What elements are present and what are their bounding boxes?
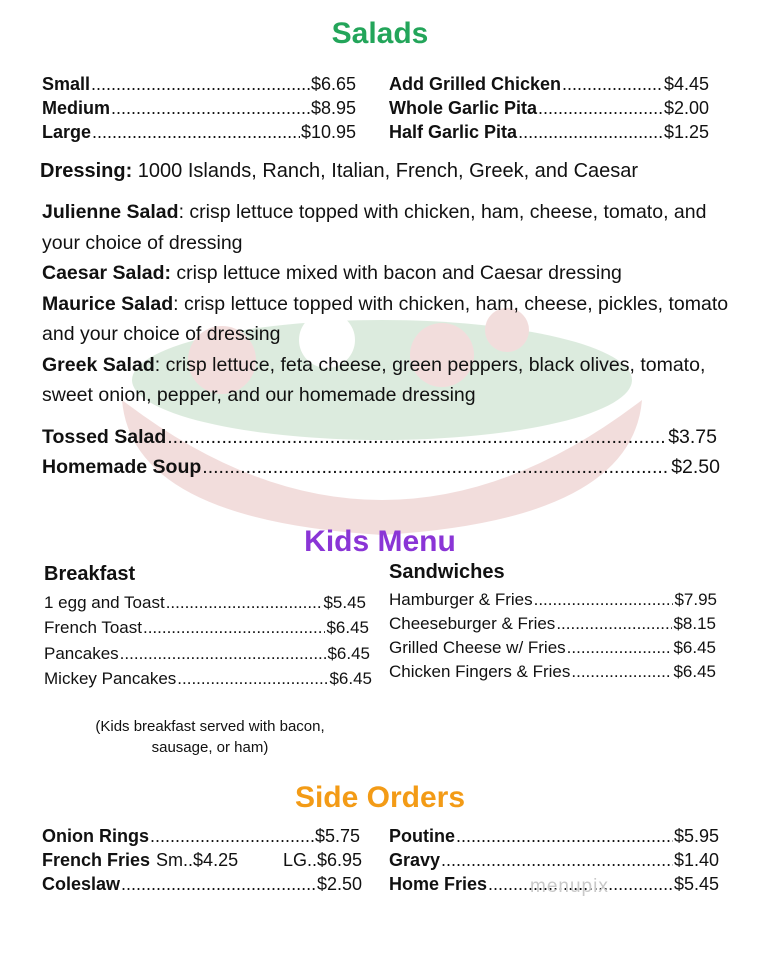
- salad-size-medium: [42, 98, 356, 119]
- salad-description-maurice: [42, 289, 732, 350]
- leader-dots: [166, 593, 323, 613]
- side-item-french-fries: [42, 850, 362, 871]
- item-name: French Toast: [44, 618, 142, 637]
- item-price: $1.40: [673, 850, 719, 870]
- item-name: Grilled Cheese w/ Fries: [389, 638, 566, 657]
- leader-dots: [518, 122, 663, 143]
- dressing-list: 1000 Islands, Ranch, Italian, French, Greek, and Caesar: [132, 160, 639, 182]
- kids-sandwich-item: [389, 614, 716, 634]
- leader-dots: [202, 456, 670, 479]
- salad-text: : crisp lettuce, feta cheese, green peppers, black olives, tomato, sweet onion, pepper, and our homemade dressing: [42, 353, 706, 406]
- salad-description-julienne: [42, 197, 732, 258]
- item-price: $6.45: [673, 662, 716, 681]
- leader-dots: [120, 644, 327, 664]
- item-name: Mickey Pancakes: [44, 669, 177, 688]
- dressing-line: [40, 156, 730, 187]
- item-name: Small: [42, 74, 91, 94]
- kids-breakfast-item: [44, 669, 372, 689]
- item-price: $6.45: [329, 669, 372, 688]
- item-price: $6.65: [310, 74, 356, 94]
- item-name: Add Grilled Chicken: [389, 74, 562, 94]
- salad-text: : crisp lettuce topped with chicken, ham, cheese, pickles, tomato and your choice of dressing: [42, 292, 729, 345]
- item-name: French Fries: [42, 850, 151, 870]
- side-item-onion-rings: [42, 826, 360, 847]
- item-name: Whole Garlic Pita: [389, 98, 538, 118]
- item-price: $7.95: [674, 590, 717, 609]
- leader-dots: [441, 850, 673, 871]
- item-price: $6.45: [673, 638, 716, 657]
- kids-breakfast-item: [44, 593, 366, 613]
- menupix-watermark: menupix: [530, 876, 609, 897]
- item-name: Onion Rings: [42, 826, 149, 846]
- leader-dots: [177, 669, 328, 689]
- leader-dots: [538, 98, 663, 119]
- item-price: $8.95: [310, 98, 356, 118]
- salad-text: : crisp lettuce topped with chicken, ham, cheese, tomato, and your choice of dressing: [42, 201, 707, 254]
- side-item-gravy: [389, 850, 719, 871]
- item-price: $5.75: [314, 826, 360, 846]
- leader-dots: [167, 426, 667, 449]
- leader-dots: [143, 618, 325, 638]
- leader-dots: [567, 638, 673, 658]
- dressing-label: Dressing:: [40, 160, 133, 182]
- side-item-poutine: [389, 826, 719, 847]
- kids-breakfast-item: [44, 618, 369, 638]
- item-name: Chicken Fingers & Fries: [389, 662, 571, 681]
- leader-dots: [556, 614, 672, 634]
- salad-name: Maurice Salad: [42, 292, 174, 315]
- note-line: sausage, or ham): [151, 739, 269, 756]
- item-name: Half Garlic Pita: [389, 122, 518, 142]
- salad-name: Julienne Salad: [42, 201, 179, 223]
- kids-breakfast-note: [60, 716, 360, 758]
- salads-title: Salads: [331, 17, 429, 50]
- item-name: Tossed Salad: [42, 426, 167, 448]
- item-name: Large: [42, 122, 92, 142]
- salad-extra-half-pita: [389, 122, 709, 143]
- item-name: Poutine: [389, 826, 455, 846]
- salad-size-large: [42, 122, 356, 143]
- leader-dots: [121, 874, 316, 895]
- salad-extra-whole-pita: [389, 98, 709, 119]
- item-price: $2.50: [316, 874, 362, 894]
- note-line: (Kids breakfast served with bacon,: [95, 718, 325, 735]
- item-price: $8.15: [673, 614, 716, 633]
- leader-dots: [571, 662, 672, 682]
- item-price: $4.45: [663, 74, 709, 94]
- item-price: $5.45: [323, 593, 366, 612]
- leader-dots: [562, 74, 663, 95]
- kids-sandwich-item: [389, 590, 717, 610]
- leader-dots: [456, 826, 673, 847]
- item-name: Cheeseburger & Fries: [389, 614, 556, 633]
- salad-description-caesar: [42, 258, 732, 289]
- item-name: Home Fries: [389, 874, 488, 894]
- item-name: 1 egg and Toast: [44, 593, 165, 612]
- item-price: $10.95: [300, 122, 356, 142]
- item-price: $2.50: [671, 456, 720, 478]
- fries-small-price: Sm..$4.25: [156, 850, 239, 870]
- salad-descriptions: [42, 197, 732, 411]
- item-name: Homemade Soup: [42, 456, 202, 478]
- item-name: Hamburger & Fries: [389, 590, 533, 609]
- item-name: Pancakes: [44, 644, 119, 663]
- kids-breakfast-item: [44, 644, 370, 664]
- salad-description-greek: [42, 350, 732, 411]
- item-price: $5.95: [673, 826, 719, 846]
- item-name: Medium: [42, 98, 111, 118]
- fries-large-price: LG..$6.95: [282, 850, 362, 870]
- kids-sandwiches-heading: Sandwiches: [389, 561, 505, 583]
- leader-dots: [92, 122, 300, 143]
- item-name: Gravy: [389, 850, 441, 870]
- leader-dots: [150, 826, 314, 847]
- item-price: $3.75: [668, 426, 717, 448]
- leader-dots: [534, 590, 674, 610]
- item-price: $6.45: [326, 618, 369, 637]
- side-item-coleslaw: [42, 874, 362, 895]
- salad-extra-grilled-chicken: [389, 74, 709, 95]
- salad-size-small: [42, 74, 356, 95]
- kids-sandwich-item: [389, 638, 716, 658]
- leader-dots: [91, 74, 310, 95]
- item-price: $1.25: [663, 122, 709, 142]
- item-price: $2.00: [663, 98, 709, 118]
- leader-dots: [111, 98, 310, 119]
- item-price: $5.45: [673, 874, 719, 894]
- kids-breakfast-heading: Breakfast: [44, 563, 136, 585]
- salad-name: Greek Salad: [42, 353, 155, 376]
- item-name: Coleslaw: [42, 874, 121, 894]
- salad-text: crisp lettuce mixed with bacon and Caesar dressing: [171, 262, 622, 284]
- kids-sandwich-item: [389, 662, 716, 682]
- salad-name: Caesar Salad:: [42, 262, 171, 284]
- tossed-salad-row: [42, 426, 717, 449]
- side-orders-title: Side Orders: [294, 781, 466, 814]
- homemade-soup-row: [42, 456, 720, 479]
- item-price: $6.45: [327, 644, 370, 663]
- kids-menu-title: Kids Menu: [304, 525, 456, 558]
